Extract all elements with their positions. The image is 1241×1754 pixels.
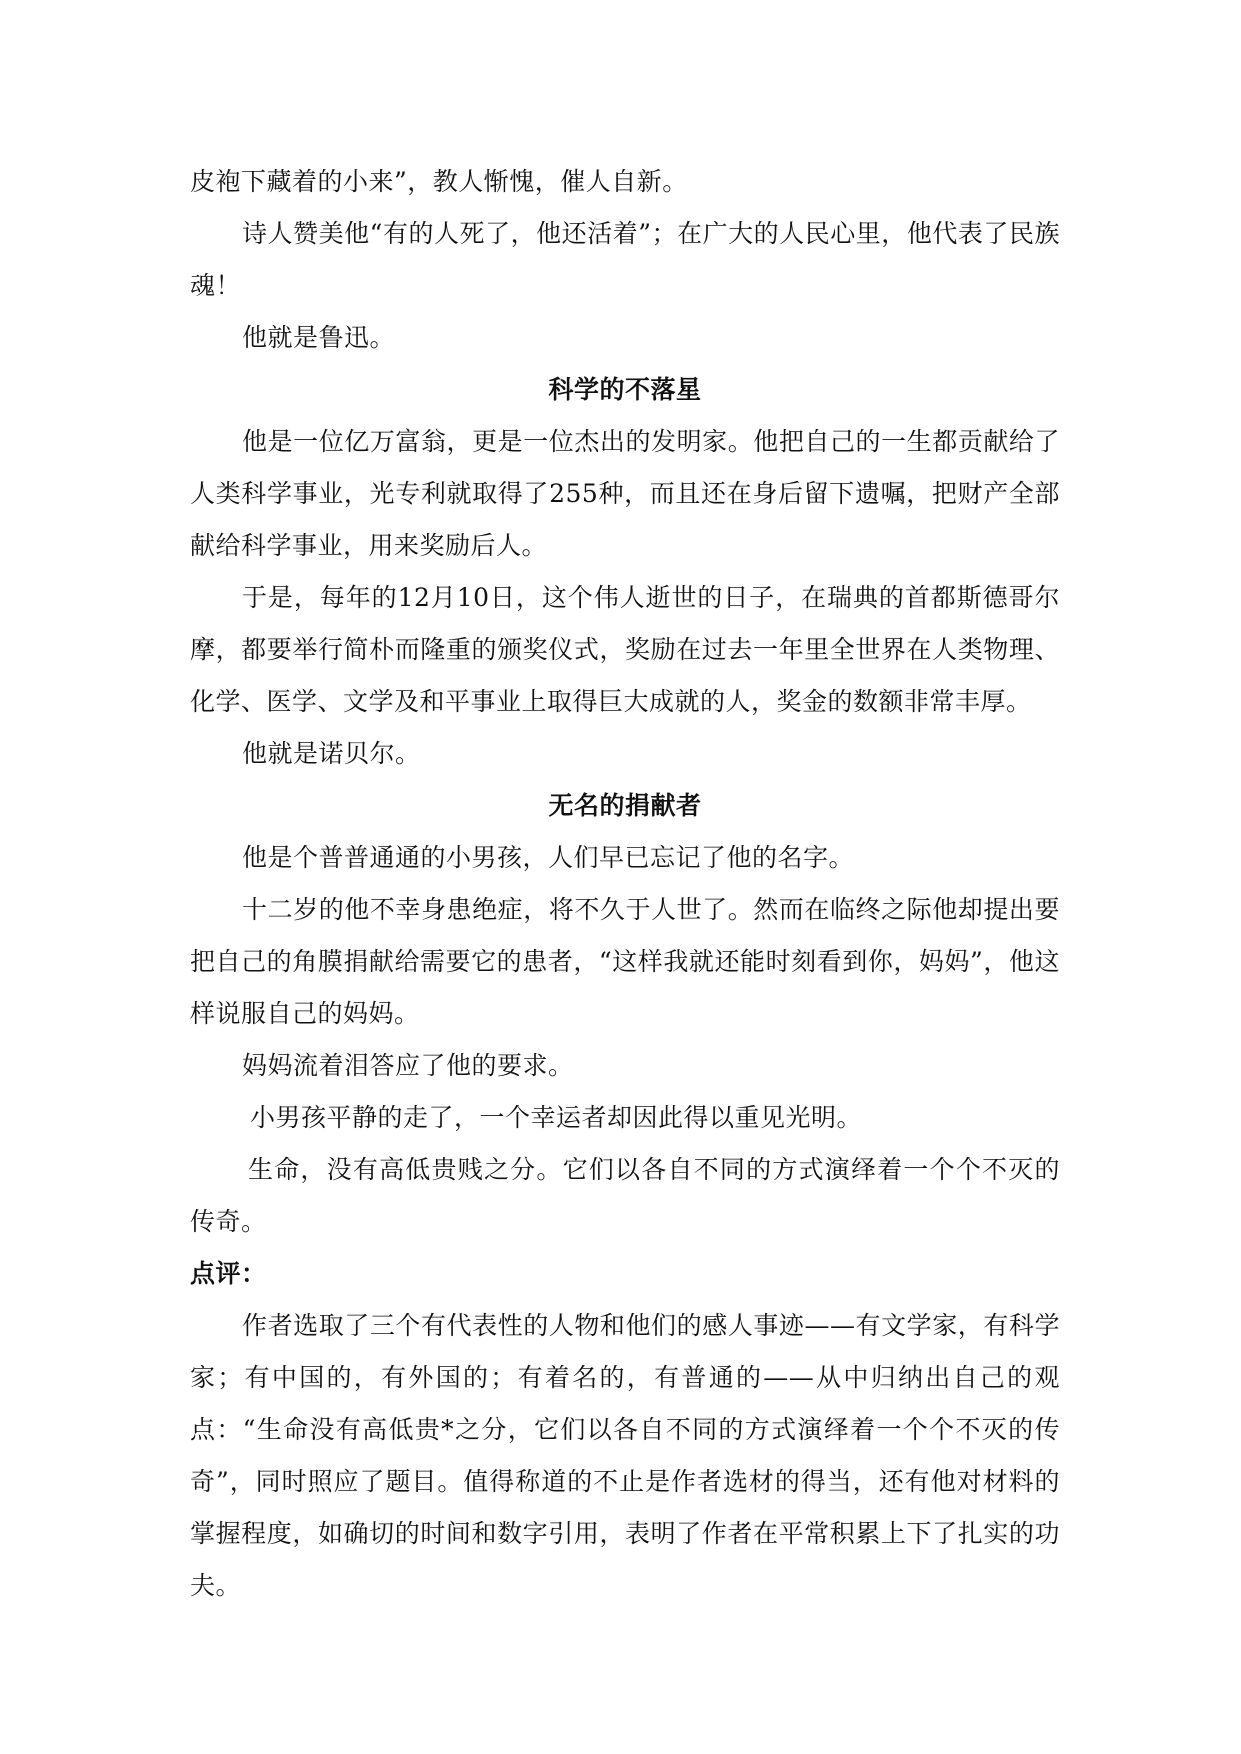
lu-xun-paragraph-3: 他就是鲁迅。 <box>242 323 396 352</box>
nobel-paragraph-2: 于是，每年的12月10日，这个伟人逝世的日子，在瑞典的首都斯德哥尔摩，都要举行简朴而隆重的颁奖仪式，奖励在过去一年里全世界在人类物理、化学、医学、文学及和平事业上取得巨大成就的人，奖金的数额非常丰厚。 <box>190 583 1060 716</box>
comment-label: 点评： <box>190 1259 267 1288</box>
nobel-paragraph-3: 他就是诺贝尔。 <box>242 739 421 768</box>
nobel-paragraph-1: 他是一位亿万富翁，更是一位杰出的发明家。他把自己的一生都贡献给了人类科学事业，光专利就取得了255种，而且还在身后留下遗嘱，把财产全部献给科学事业，用来奖励后人。 <box>190 427 1060 560</box>
donor-paragraph-2: 十二岁的他不幸身患绝症，将不久于人世了。然而在临终之际他却提出要把自己的角膜捐献给需要它的患者，“这样我就还能时刻看到你，妈妈”，他这样说服自己的妈妈。 <box>190 895 1060 1028</box>
donor-paragraph-3: 妈妈流着泪答应了他的要求。 <box>242 1051 574 1080</box>
donor-paragraph-1: 他是个普普通通的小男孩，人们早已忘记了他的名字。 <box>242 843 855 872</box>
donor-paragraph-5: 生命，没有高低贵贱之分。它们以各自不同的方式演绎着一个个不灭的传奇。 <box>190 1155 1060 1236</box>
nobel-section-heading: 科学的不落星 <box>548 375 702 404</box>
comment-paragraph: 作者选取了三个有代表性的人物和他们的感人事迹——有文学家，有科学家；有中国的，有外国的；有着名的，有普通的——从中归纳出自己的观点：“生命没有高低贵*之分，它们以各自不同的方式演绎着一个个不灭的传奇”，同时照应了题目。值得称道的不止是作者选材的得当，还有他对材料的掌握程度，如确切的时间和数字引用，表明了作者在平常积累上下了扎实的功夫。 <box>190 1311 1060 1600</box>
donor-paragraph-4: 小男孩平静的走了，一个幸运者却因此得以重见光明。 <box>250 1103 863 1132</box>
lu-xun-paragraph-1: 皮袍下藏着的小来”，教人惭愧，催人自新。 <box>190 167 688 196</box>
donor-section-heading: 无名的捐献者 <box>548 791 702 820</box>
document-body <box>190 156 1060 1612</box>
lu-xun-paragraph-2: 诗人赞美他“有的人死了，他还活着”；在广大的人民心里，他代表了民族魂！ <box>190 219 1060 300</box>
